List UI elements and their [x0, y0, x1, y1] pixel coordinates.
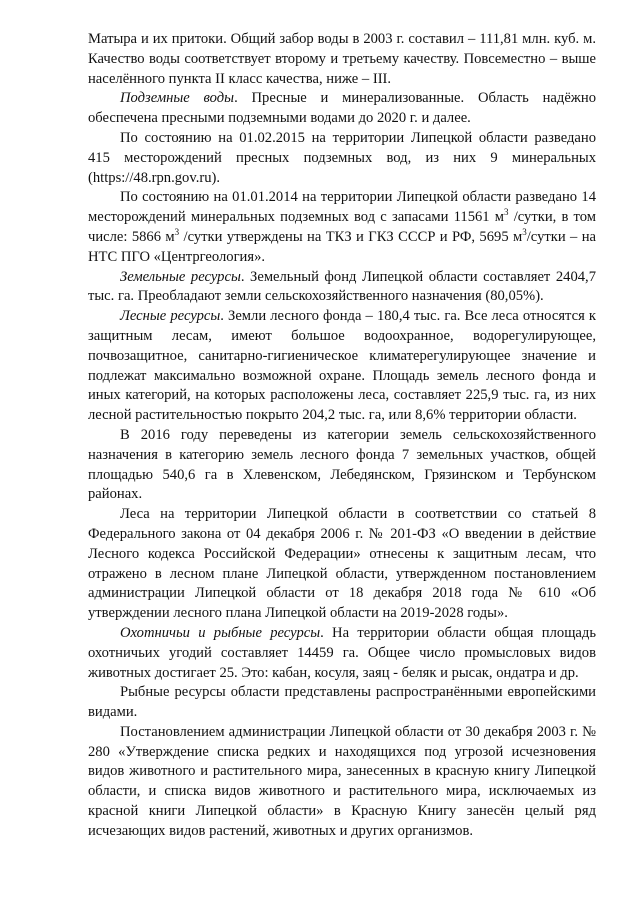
paragraph-forest-law [88, 505, 596, 624]
text-segment: Постановлением администрации Липецкой области от 30 декабря 2003 г. № 280 «Утверждение списка редких и находящихся под угрозой исчезновения видов животного и растительного мира, занесенных в красную книгу Липецкой области, и списка видов животного и растительного мира, исключаемых из красной книги Липецкой области» в Красную Книгу занесён целый ряд исчезающих видов растений, животных и других организмов. [88, 723, 596, 839]
text-segment: /сутки – на НТС ПГО «Центргеология». [88, 228, 596, 265]
paragraph-fresh-deposits [88, 129, 596, 188]
text-segment: . Земли лесного фонда – 180,4 тыс. га. Все леса относятся к защитным лесам, имеют большое водоохранное, водорегулирующее, почвозащитное, санитарно-гигиеническое климатерегулирующее значение и подлежат максимально возможной охране. Площадь земель лесного фонда и иных категорий, на которых расположены леса, составляет 225,9 тыс. га, из них лесной растительностью покрыто 204,2 тыс. га, или 8,6% территории области. [88, 308, 596, 424]
paragraph-land-resources [88, 268, 596, 308]
paragraph-water-quality [88, 30, 596, 89]
section-heading-forest: Лесные ресурсы [120, 308, 221, 325]
text-segment: /сутки утверждены на ТКЗ и ГКЗ СССР и РФ, 5695 м [179, 228, 523, 245]
section-heading-groundwater: Подземные воды [120, 90, 235, 107]
section-heading-hunting: Охотничьи и рыбные ресурсы [120, 624, 321, 641]
text-segment: В 2016 году переведены из категории земель сельскохозяйственного назначения в категорию земель лесного фонда 7 земельных участков, общей площадью 540,6 га в Хлевенском, Лебедянском, Грязинском и Тербунском районах. [88, 426, 596, 503]
text-segment: . На территории области общая площадь охотничьих угодий составляет 14459 га. Общее число промысловых видов животных достигает 25. Это: кабан, косуля, заяц - беляк и рысак, ондатра и др. [88, 624, 596, 681]
paragraph-fish-species [88, 683, 596, 723]
superscript: 3 [174, 227, 180, 238]
text-segment: . Земельный фонд Липецкой области составляет 2404,7 тыс. га. Преобладают земли сельскохозяйственного назначения (80,05%). [88, 268, 596, 305]
superscript: 3 [522, 227, 527, 238]
superscript: 3 [504, 207, 509, 218]
paragraph-hunting-fishing [88, 624, 596, 683]
text-segment: По состоянию на 01.02.2015 на территории Липецкой области разведано 415 месторождений пресных подземных вод, из них 9 минеральных (https://48.rpn.gov.ru). [88, 129, 596, 186]
paragraph-land-transfer-2016 [88, 426, 596, 505]
text-segment: /сутки, в том числе: 5866 м [88, 209, 596, 245]
paragraph-red-book [88, 723, 596, 842]
text-segment: . Пресные и минерализованные. Область надёжно обеспечена пресными подземными водами до 2020 г. и далее. [88, 90, 596, 127]
paragraph-mineral-deposits [88, 188, 596, 267]
text-segment: Рыбные ресурсы области представлены распространёнными европейскими видами. [88, 684, 596, 721]
document-page [88, 30, 596, 842]
text-segment: По состоянию на 01.01.2014 на территории Липецкой области разведано 14 месторождений минеральных подземных вод с запасами 11561 м [88, 189, 596, 226]
paragraph-forest-resources [88, 307, 596, 426]
section-heading-land: Земельные ресурсы [120, 268, 241, 285]
text-segment: Матыра и их притоки. Общий забор воды в 2003 г. составил – 111,81 млн. куб. м. Качество воды соответствует второму и третьему качеству. Повсеместно – выше населённого пункта II класс качества, ниже – III. [88, 31, 596, 87]
text-segment: Леса на территории Липецкой области в соответствии со статьей 8 Федерального закона от 04 декабря 2006 г. № 201-ФЗ «О введении в действие Лесного кодекса Российской Федерации» отнесены к защитным лесам, что отражено в лесном плане Липецкой области, утвержденном постановлением администрации Липецкой области от 18 декабря 2018 года № 610 «Об утверждении лесного плана Липецкой области на 2019-2028 годы». [88, 506, 596, 622]
paragraph-groundwater [88, 89, 596, 129]
